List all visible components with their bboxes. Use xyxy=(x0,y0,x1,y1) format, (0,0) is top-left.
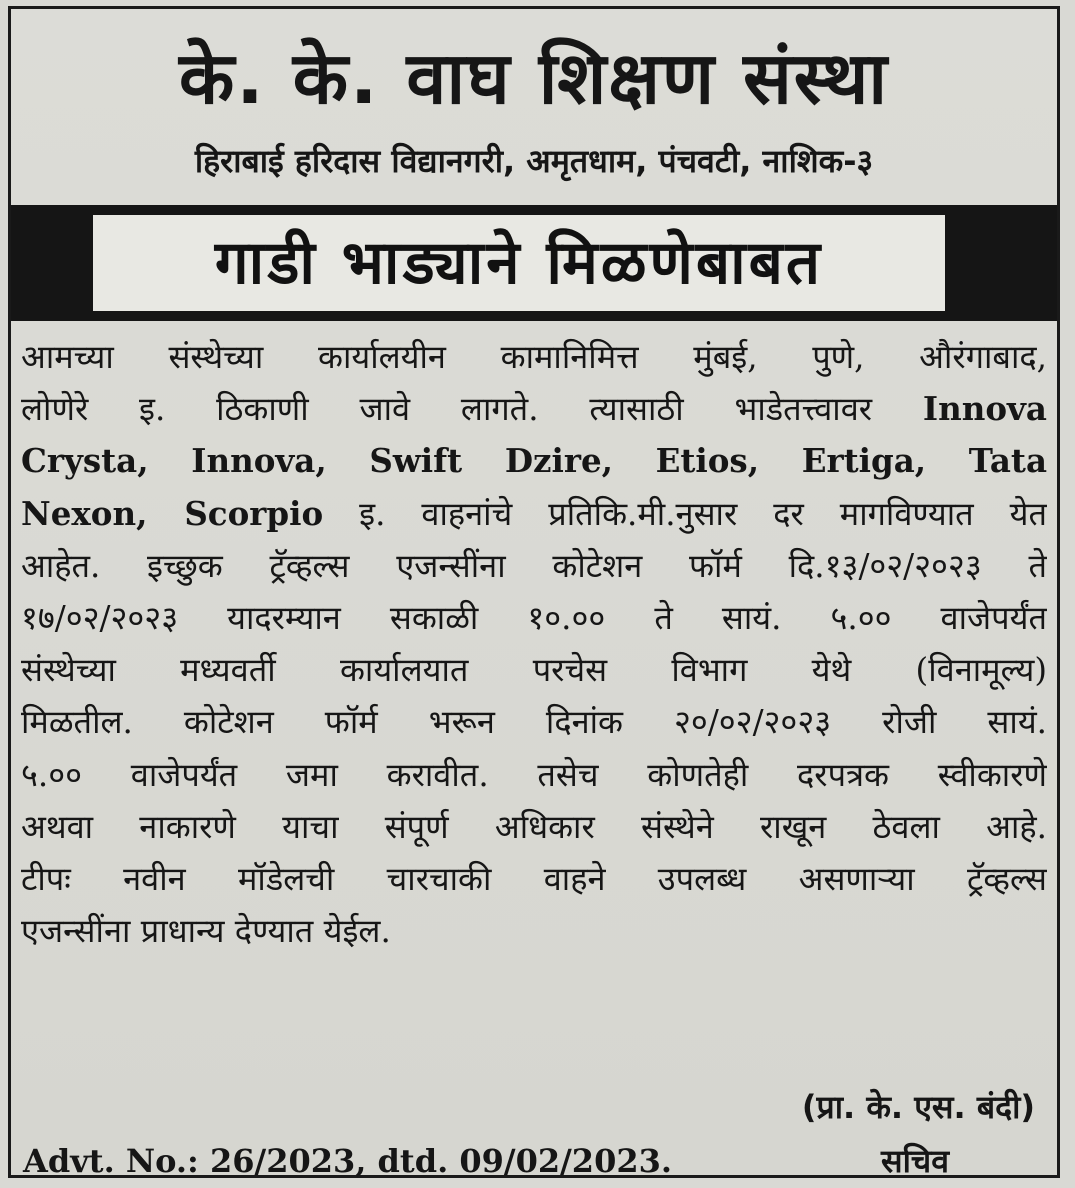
body-line-12: एजन्सींना प्राधान्य देण्यात येईल. xyxy=(21,912,391,951)
vehicle-innova-bold: Innova xyxy=(922,389,1047,429)
notice-heading: गाडी भाड्याने मिळणेबाबत xyxy=(93,215,945,311)
body-line-2 xyxy=(21,383,1047,435)
institution-address: हिराबाई हरिदास विद्यानगरी, अमृतधाम, पंचवटी, नाशिक-३ xyxy=(194,142,874,180)
body-line-2-text: लोणेरे इ. ठिकाणी जावे लागते. त्यासाठी भाडेतत्त्वावर xyxy=(21,390,873,429)
advertisement-number: Advt. No.: 26/2023, dtd. 09/02/2023. xyxy=(23,1142,672,1180)
body-line-8: मिळतील. कोटेशन फॉर्म भरून दिनांक २०/०२/२०२३ रोजी सायं. xyxy=(21,703,1047,742)
body-line-4 xyxy=(21,488,1047,540)
body-line-7: संस्थेच्या मध्यवर्ती कार्यालयात परचेस विभाग येथे (विनामूल्य) xyxy=(21,651,1047,690)
body-line-1: आमच्या संस्थेच्या कार्यालयीन कामानिमित्त मुंबई, पुणे, औरंगाबाद, xyxy=(21,338,1047,376)
signatory-name: (प्रा. के. एस. बंदी) xyxy=(801,1088,1035,1126)
body-line-9: ५.०० वाजेपर्यंत जमा करावीत. तसेच कोणतेही दरपत्रक स्वीकारणे xyxy=(21,755,1047,794)
body-line-4-text: इ. वाहनांचे प्रतिकि.मी.नुसार दर मागविण्यात येत xyxy=(359,494,1047,533)
body-line-6: १७/०२/२०२३ यादरम्यान सकाळी १०.०० ते सायं. ५.०० वाजेपर्यंत xyxy=(21,598,1047,637)
body-line-10: अथवा नाकारणे याचा संपूर्ण अधिकार संस्थेने राखून ठेवला आहे. xyxy=(21,807,1047,846)
vehicle-nexon-scorpio-bold: Nexon, Scorpio xyxy=(21,493,324,533)
body-line-11: टीपः नवीन मॉडेलची चारचाकी वाहने उपलब्ध असणाऱ्या ट्रॅव्हल्स xyxy=(21,859,1047,898)
advertisement-page xyxy=(8,6,1060,1178)
notice-body xyxy=(21,331,1047,957)
institution-title: के. के. वाघ शिक्षण संस्था xyxy=(179,36,889,120)
body-line-3 xyxy=(21,435,1047,487)
body-line-5: आहेत. इच्छुक ट्रॅव्हल्स एजन्सींना कोटेशन फॉर्म दि.१३/०२/२०२३ ते xyxy=(21,546,1047,585)
vehicle-list-bold: Crysta, Innova, Swift Dzire, Etios, Ertiga, Tata xyxy=(21,441,1047,481)
signatory-designation: सचिव xyxy=(880,1142,949,1180)
